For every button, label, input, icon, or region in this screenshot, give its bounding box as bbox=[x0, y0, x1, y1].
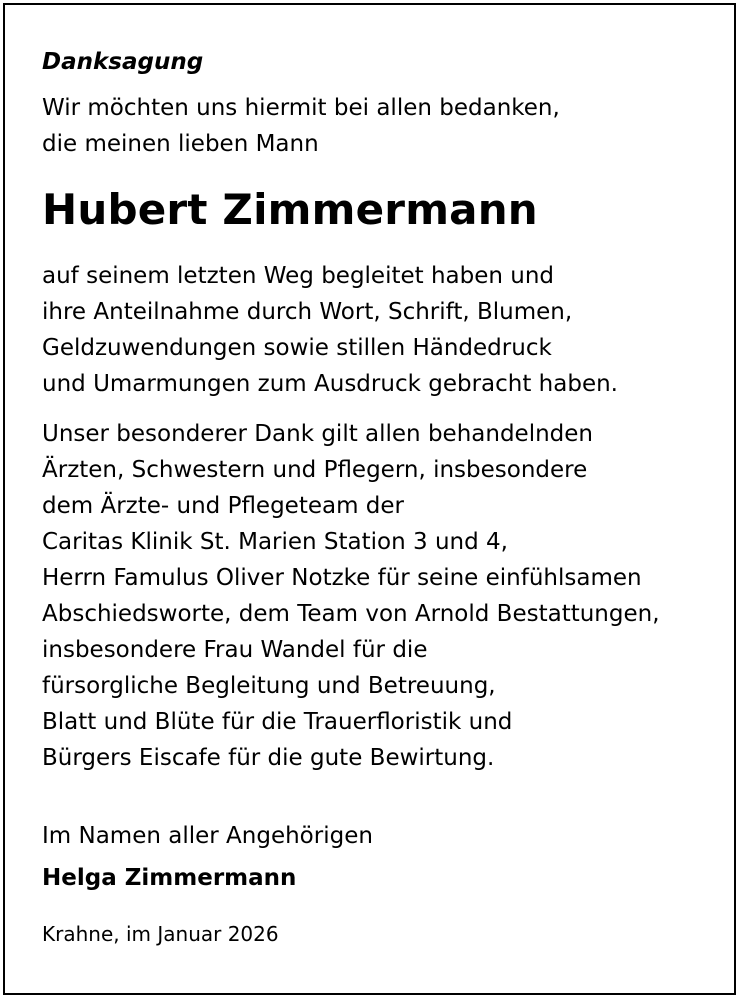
special-thanks-line: Caritas Klinik St. Marien Station 3 und 4, bbox=[42, 529, 508, 555]
special-thanks-line: Abschiedsworte, dem Team von Arnold Bestattungen, bbox=[42, 601, 660, 627]
deceased-name: Hubert Zimmermann bbox=[42, 185, 538, 234]
special-thanks-line: insbesondere Frau Wandel für die bbox=[42, 637, 428, 663]
intro-line: die meinen lieben Mann bbox=[42, 131, 319, 157]
acknowledgement-line: Geldzuwendungen sowie stillen Händedruck bbox=[42, 335, 552, 361]
special-thanks-line: fürsorgliche Begleitung und Betreuung, bbox=[42, 673, 496, 699]
special-thanks-line: Blatt und Blüte für die Trauerfloristik und bbox=[42, 709, 513, 735]
acknowledgement-line: und Umarmungen zum Ausdruck gebracht haben. bbox=[42, 371, 618, 397]
special-thanks-line: dem Ärzte- und Pflegeteam der bbox=[42, 493, 405, 519]
acknowledgement-line: ihre Anteilnahme durch Wort, Schrift, Blumen, bbox=[42, 299, 573, 325]
place-and-date: Krahne, im Januar 2026 bbox=[42, 922, 279, 946]
intro-text bbox=[42, 90, 722, 162]
special-thanks-text bbox=[42, 416, 722, 776]
special-thanks-line: Herrn Famulus Oliver Notzke für seine einfühlsamen bbox=[42, 565, 642, 591]
notice-heading: Danksagung bbox=[42, 49, 204, 75]
special-thanks-line: Bürgers Eiscafe für die gute Bewirtung. bbox=[42, 745, 495, 771]
signer-name: Helga Zimmermann bbox=[42, 865, 297, 891]
special-thanks-line: Unser besonderer Dank gilt allen behandelnden bbox=[42, 421, 593, 447]
special-thanks-line: Ärzten, Schwestern und Pflegern, insbesondere bbox=[42, 457, 588, 483]
acknowledgement-line: auf seinem letzten Weg begleitet haben und bbox=[42, 263, 555, 289]
thank-you-notice bbox=[42, 44, 722, 969]
acknowledgement-text bbox=[42, 258, 722, 402]
intro-line: Wir möchten uns hiermit bei allen bedanken, bbox=[42, 95, 560, 121]
closing-line: Im Namen aller Angehörigen bbox=[42, 823, 373, 849]
